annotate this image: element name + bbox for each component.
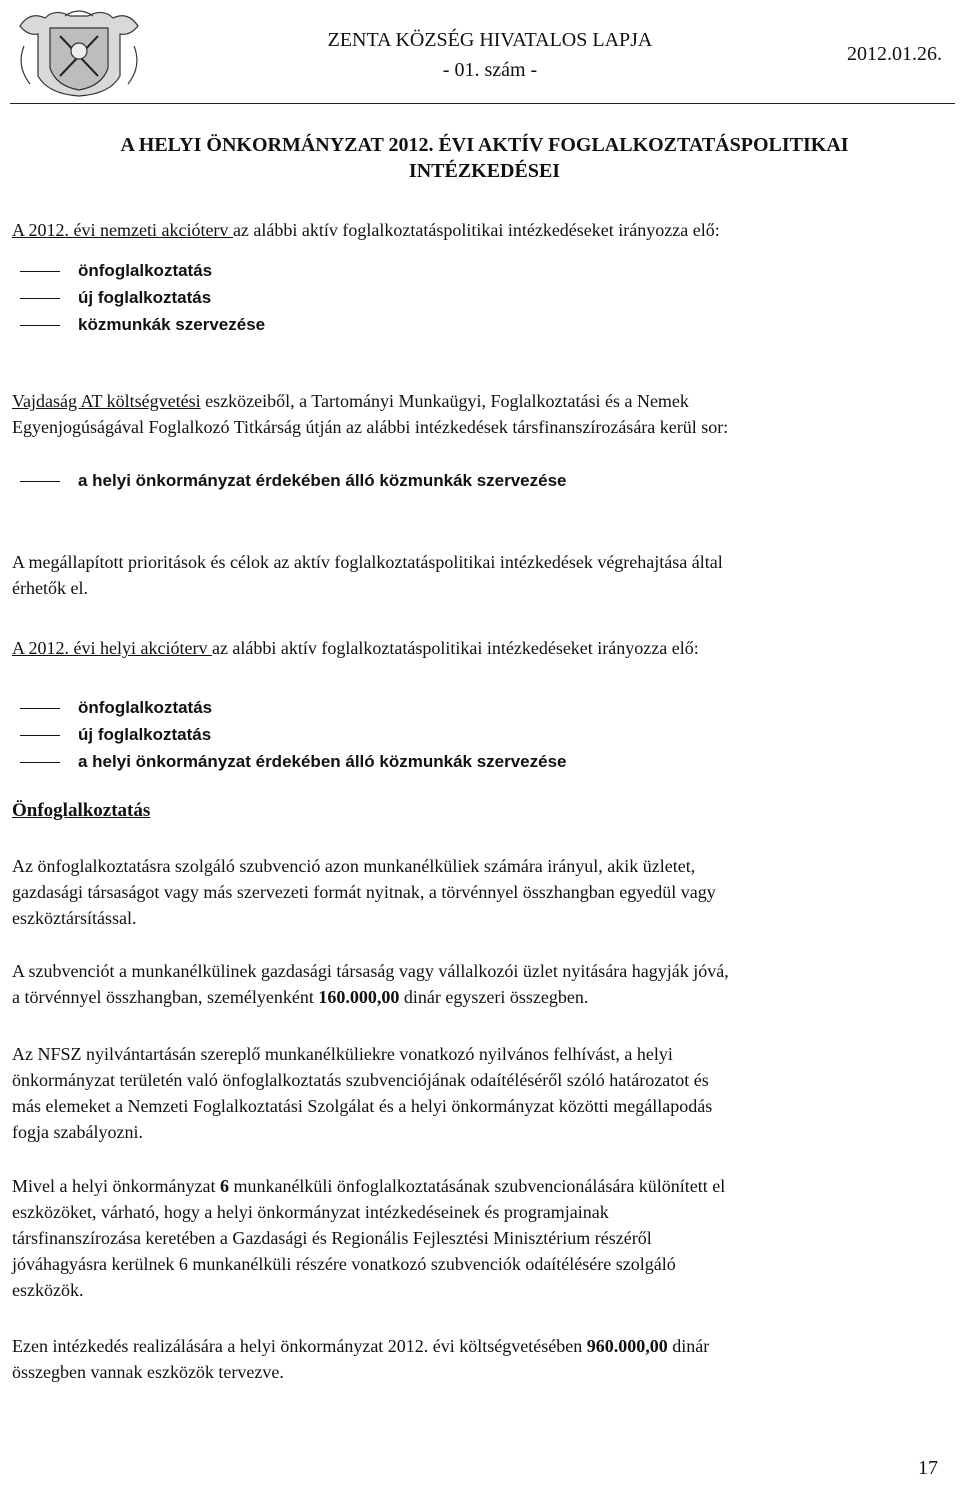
- text-line: eszközöket, várható, hogy a helyi önkormányzat intézkedéseinek és programjainak: [12, 1202, 609, 1222]
- provincial-measures-list: [20, 467, 567, 494]
- paragraph-3: [12, 1041, 947, 1145]
- page-header: [0, 0, 960, 110]
- p5-text-c: dinár: [667, 1336, 710, 1356]
- text-line: érhetők el.: [12, 578, 88, 598]
- text-line: [12, 388, 947, 414]
- vajdasag-underlined: Vajdaság AT költségvetési: [12, 391, 201, 411]
- national-measures-list: [20, 257, 265, 338]
- title-line-2: INTÉZKEDÉSEI: [408, 160, 561, 182]
- coat-of-arms-icon: [10, 6, 148, 98]
- intro-local: [12, 635, 947, 661]
- text-line: eszköztársítással.: [12, 908, 137, 928]
- p5-text-a: Ezen intézkedés realizálására a helyi önkormányzat 2012. évi költségvetésében: [12, 1336, 587, 1356]
- text-line: fogja szabályozni.: [12, 1122, 143, 1142]
- paragraph-2: [12, 958, 947, 1010]
- local-measures-list: [20, 694, 567, 775]
- paragraph-4: [12, 1173, 947, 1303]
- paragraph-vajdasag: [12, 388, 947, 440]
- list-item: új foglalkoztatás: [20, 721, 567, 748]
- intro-national-rest: az alábbi aktív foglalkoztatáspolitikai intézkedéseket irányozza elő:: [232, 220, 720, 240]
- text-line: Az önfoglalkoztatásra szolgáló szubvenció azon munkanélküliek számára irányul, akik üzletet,: [12, 856, 696, 876]
- text-line: társfinanszírozása keretében a Gazdasági és Regionális Fejlesztési Minisztérium részéről: [12, 1228, 652, 1248]
- budget-amount: 960.000,00: [586, 1336, 668, 1356]
- page-number: 17: [918, 1457, 938, 1479]
- subsidy-amount: 160.000,00: [318, 987, 400, 1007]
- header-divider: [10, 103, 955, 104]
- document-title: [12, 132, 957, 184]
- list-item: önfoglalkoztatás: [20, 257, 265, 284]
- title-line-1: A HELYI ÖNKORMÁNYZAT 2012. ÉVI AKTÍV FOGLALKOZTATÁSPOLITIKAI: [120, 134, 849, 156]
- list-item: a helyi önkormányzat érdekében álló közmunkák szervezése: [20, 748, 567, 775]
- text-line: [12, 1333, 947, 1359]
- text-line: Az NFSZ nyilvántartásán szereplő munkanélküliekre vonatkozó nyilvános felhívást, a helyi: [12, 1044, 673, 1064]
- text-line: Egyenjogúságával Foglalkozó Titkárság útján az alábbi intézkedések társfinanszírozására kerül sor:: [12, 417, 729, 437]
- issue-number: - 01. szám -: [442, 59, 538, 81]
- issue-date: 2012.01.26.: [847, 43, 942, 65]
- p2-text-a: a törvénnyel összhangban, személyenként: [12, 987, 319, 1007]
- list-item: közmunkák szervezése: [20, 311, 265, 338]
- text-line: gazdasági társaságot vagy más szervezeti formát nyitnak, a törvénnyel összhangban egyedül vagy: [12, 882, 716, 902]
- text-line: A megállapított prioritások és célok az aktív foglalkoztatáspolitikai intézkedések végrehajtása által: [12, 552, 723, 572]
- text-line: összegben vannak eszközök tervezve.: [12, 1362, 284, 1382]
- list-item: új foglalkoztatás: [20, 284, 265, 311]
- text-line: jóváhagyásra kerülnek 6 munkanélküli részére vonatkozó szubvenciók odaítélésére szolgáló: [12, 1254, 676, 1274]
- intro-national-prefix: A 2012. évi nemzeti akcióterv: [12, 220, 233, 240]
- text-line: [12, 984, 947, 1010]
- text-line: önkormányzat területén való önfoglalkoztatás szubvenciójának odaítéléséről szóló határozatot és: [12, 1070, 709, 1090]
- unemployed-count: 6: [219, 1176, 229, 1196]
- p2-text-c: dinár egyszeri összegben.: [399, 987, 589, 1007]
- text-line: más elemeket a Nemzeti Foglalkoztatási Szolgálat és a helyi önkormányzat közötti megállapodás: [12, 1096, 713, 1116]
- intro-national: [12, 217, 947, 243]
- list-item: önfoglalkoztatás: [20, 694, 567, 721]
- section-heading: Önfoglalkoztatás: [12, 800, 151, 821]
- text-line: [12, 1173, 947, 1199]
- text-line: A szubvenciót a munkanélkülinek gazdasági társaság vagy vállalkozói üzlet nyitására hagyják jóvá,: [12, 961, 729, 981]
- p4-text-a: Mivel a helyi önkormányzat: [12, 1176, 220, 1196]
- p4-text-c: munkanélküli önfoglalkoztatásának szubvencionálására különített el: [228, 1176, 726, 1196]
- text-line: eszközök.: [12, 1280, 84, 1300]
- paragraph-5: [12, 1333, 947, 1385]
- vajdasag-line1-rest: eszközeiből, a Tartományi Munkaügyi, Foglalkoztatási és a Nemek: [200, 391, 689, 411]
- paragraph-priorities: [12, 549, 947, 601]
- list-item: a helyi önkormányzat érdekében álló közmunkák szervezése: [20, 467, 567, 494]
- gazette-title: ZENTA KÖZSÉG HIVATALOS LAPJA: [327, 29, 653, 51]
- paragraph-1: [12, 853, 947, 931]
- intro-local-prefix: A 2012. évi helyi akcióterv: [12, 638, 212, 658]
- intro-local-rest: az alábbi aktív foglalkoztatáspolitikai intézkedéseket irányozza elő:: [211, 638, 699, 658]
